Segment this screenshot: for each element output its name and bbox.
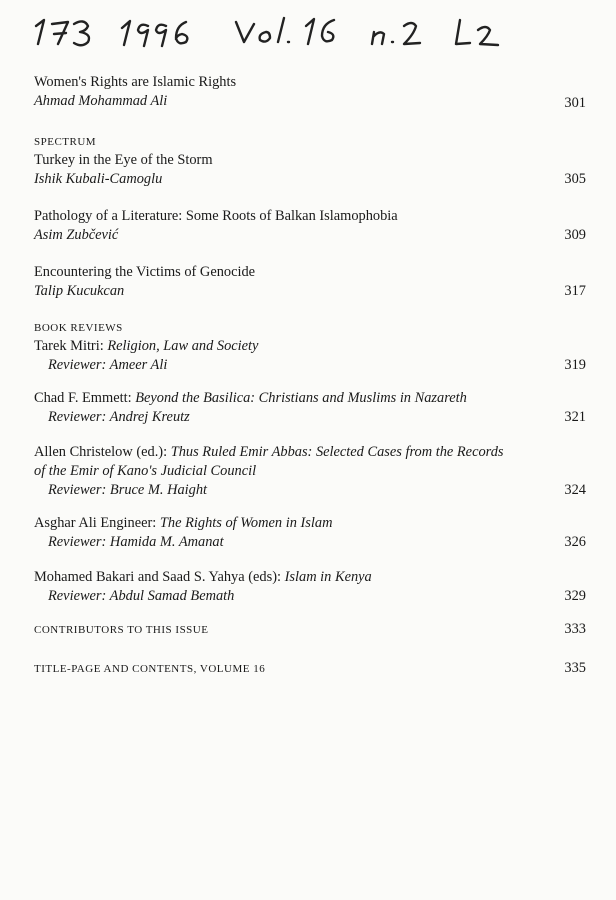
- article-author: Talip Kucukcan: [34, 283, 125, 299]
- reviewer: Reviewer: Bruce M. Haight: [48, 482, 208, 498]
- reviewer: Reviewer: Ameer Ali: [48, 357, 168, 373]
- page-number: 329: [564, 588, 586, 604]
- review-entry[interactable]: [34, 443, 586, 500]
- review-entry[interactable]: [34, 389, 586, 427]
- reviewer: Reviewer: Andrej Kreutz: [48, 409, 190, 425]
- review-author: Tarek Mitri:: [34, 338, 104, 354]
- page-number: 335: [564, 660, 586, 676]
- handwritten-annotation: [30, 12, 500, 52]
- review-book-title: Islam in Kenya: [284, 569, 372, 585]
- section-heading-contributors: CONTRIBUTORS TO THIS ISSUE: [34, 624, 209, 636]
- reviewer: Reviewer: Abdul Samad Bemath: [48, 588, 235, 604]
- page-number: 305: [564, 171, 586, 187]
- review-book-title: Religion, Law and Society: [107, 338, 259, 354]
- toc-entry[interactable]: [34, 263, 586, 301]
- toc-entry[interactable]: [34, 207, 586, 245]
- article-title: Women's Rights are Islamic Rights: [34, 74, 237, 90]
- page-number: 324: [564, 482, 586, 498]
- review-book-title: The Rights of Women in Islam: [159, 515, 333, 531]
- article-title: Encountering the Victims of Genocide: [34, 264, 256, 280]
- article-author: Asim Zubčević: [34, 227, 119, 243]
- review-author: Chad F. Emmett:: [34, 390, 132, 406]
- article-title: Turkey in the Eye of the Storm: [34, 152, 213, 168]
- review-entry[interactable]: [34, 568, 586, 606]
- table-of-contents: [34, 73, 586, 678]
- page-number: 301: [564, 95, 586, 111]
- toc-entry[interactable]: [34, 73, 586, 113]
- review-book-title-continued: of the Emir of Kano's Judicial Council: [34, 463, 257, 479]
- reviewer: Reviewer: Hamida M. Amanat: [48, 534, 224, 550]
- article-author: Ahmad Mohammad Ali: [34, 93, 168, 109]
- page-number: 326: [564, 534, 586, 550]
- page-number: 321: [564, 409, 586, 425]
- section-heading-title-page: TITLE-PAGE AND CONTENTS, VOLUME 16: [34, 663, 266, 675]
- review-entry[interactable]: [34, 337, 586, 375]
- article-author: Ishik Kubali-Camoglu: [34, 171, 163, 187]
- review-entry[interactable]: [34, 514, 586, 552]
- toc-entry[interactable]: [34, 151, 586, 189]
- review-book-title: Thus Ruled Emir Abbas: Selected Cases from the Records: [170, 444, 504, 460]
- page-number: 319: [564, 357, 586, 373]
- review-author: Mohamed Bakari and Saad S. Yahya (eds):: [34, 569, 281, 585]
- page-number: 333: [564, 621, 586, 637]
- page-number: 309: [564, 227, 586, 243]
- page-number: 317: [564, 283, 586, 299]
- section-heading-spectrum: SPECTRUM: [34, 136, 97, 148]
- review-book-title: Beyond the Basilica: Christians and Muslims in Nazareth: [135, 390, 467, 406]
- review-author: Asghar Ali Engineer:: [34, 515, 157, 531]
- section-heading-book-reviews: BOOK REVIEWS: [34, 322, 123, 334]
- handwriting-strokes: [30, 12, 500, 52]
- article-title: Pathology of a Literature: Some Roots of Balkan Islamophobia: [34, 208, 398, 224]
- title-page-entry[interactable]: [34, 659, 586, 678]
- contributors-entry[interactable]: [34, 620, 586, 639]
- review-author: Allen Christelow (ed.):: [34, 444, 168, 460]
